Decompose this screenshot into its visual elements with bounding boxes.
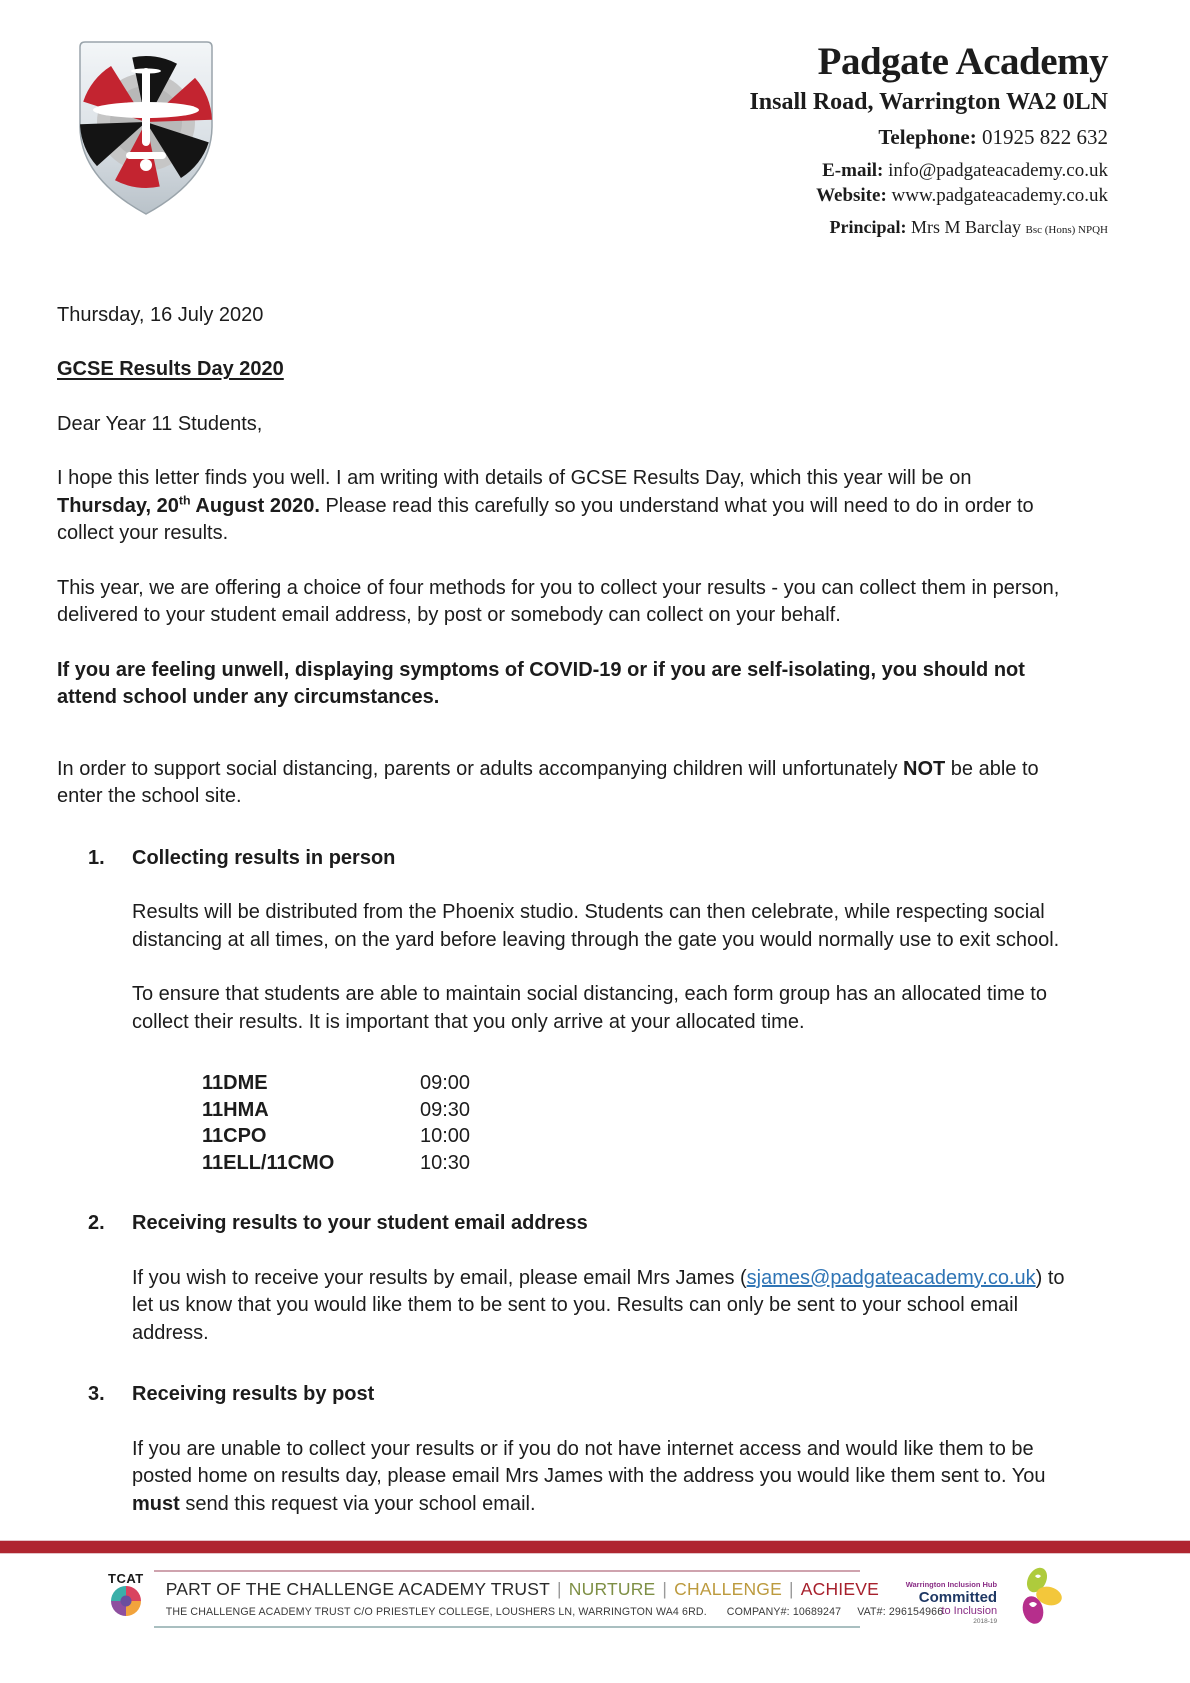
website-line bbox=[749, 185, 1108, 207]
footer-accent-bar bbox=[0, 1540, 1190, 1554]
vat-number: VAT#: 296154966 bbox=[857, 1606, 944, 1618]
company-number: COMPANY#: 10689247 bbox=[726, 1606, 842, 1618]
section-3-number: 3. bbox=[88, 1383, 105, 1406]
schedule-row bbox=[202, 1123, 1133, 1150]
email-value: info@padgateacademy.co.uk bbox=[888, 159, 1108, 181]
paragraph-intro: I hope this letter finds you well. I am writing with details of GCSE Results Day, which this year will be on Thursday, 20th August 2020. Please read this carefully so you understand what you will need to do in order to collect your results. bbox=[57, 467, 1034, 545]
principal-line bbox=[749, 217, 1108, 238]
trust-values-line: PART OF THE CHALLENGE ACADEMY TRUST | NURTURE | CHALLENGE | ACHIEVE bbox=[165, 1579, 879, 1599]
telephone-label: Telephone: bbox=[878, 124, 977, 149]
tcat-label: TCAT bbox=[108, 1571, 144, 1586]
form-group: 11HMA bbox=[202, 1098, 269, 1121]
principal-credentials: Bsc (Hons) NPQH bbox=[1025, 223, 1108, 236]
section-1-heading bbox=[57, 845, 1133, 873]
section-1-paragraph-2: To ensure that students are able to maintain social distancing, each form group has an allocated time to collect their results. It is important that you only arrive at your allocated time. bbox=[132, 983, 1047, 1033]
tcat-logo bbox=[108, 1572, 144, 1617]
trust-text-block bbox=[154, 1570, 944, 1628]
letterhead-contact-block bbox=[749, 38, 1108, 238]
trust-address: THE CHALLENGE ACADEMY TRUST C/O PRIESTLEY COLLEGE, LOUSHERS LN, WARRINGTON WA4 6RD. bbox=[165, 1606, 707, 1618]
letter-date: Thursday, 16 July 2020 bbox=[57, 303, 264, 326]
section-results-by-email bbox=[57, 1210, 1133, 1347]
section-3-paragraph: If you are unable to collect your results or if you do not have internet access and would like them to be posted home on results day, please email Mrs James with the address you would like them sent to. You must send this request via your school email. bbox=[132, 1437, 1046, 1515]
letterhead bbox=[0, 0, 1190, 238]
collection-time: 09:00 bbox=[420, 1072, 471, 1095]
section-1-title: Collecting results in person bbox=[132, 846, 396, 869]
section-2-heading bbox=[57, 1210, 1133, 1238]
form-group: 11ELL/11CMO bbox=[202, 1151, 335, 1174]
school-name: Padgate Academy bbox=[817, 40, 1108, 83]
inclusion-year: 2018-19 bbox=[973, 1617, 998, 1625]
email-label: E-mail: bbox=[822, 159, 884, 181]
value-achieve: ACHIEVE bbox=[800, 1579, 879, 1599]
inclusion-hub-title: Warrington Inclusion Hub bbox=[905, 1579, 998, 1589]
section-collect-in-person bbox=[57, 845, 1133, 1177]
section-1-number: 1. bbox=[88, 846, 105, 869]
inclusion-hub-logo bbox=[906, 1576, 1063, 1630]
tcat-circle-icon bbox=[110, 1585, 142, 1617]
form-group: 11CPO bbox=[202, 1125, 267, 1148]
value-nurture: NURTURE bbox=[568, 1579, 656, 1599]
trust-address-line bbox=[165, 1606, 944, 1618]
trust-name: PART OF THE CHALLENGE ACADEMY TRUST bbox=[165, 1579, 551, 1599]
letter-body bbox=[57, 302, 1133, 1519]
collection-time: 09:30 bbox=[420, 1098, 471, 1121]
section-2-paragraph: If you wish to receive your results by email, please email Mrs James (sjames@padgateacademy.co.uk) to let us know that you would like them to be sent to you. Results can only be sent to your school email address. bbox=[132, 1266, 1065, 1344]
section-2-title: Receiving results to your student email address bbox=[132, 1212, 588, 1235]
form-group: 11DME bbox=[202, 1072, 268, 1095]
inclusion-committed: Committed bbox=[918, 1589, 998, 1607]
collection-time: 10:00 bbox=[420, 1125, 471, 1148]
value-challenge: CHALLENGE bbox=[674, 1579, 782, 1599]
section-1-paragraph-1: Results will be distributed from the Phoenix studio. Students can then celebrate, while respecting social distancing at all times, on the yard before leaving through the gate you would normally use to exit school. bbox=[132, 901, 1060, 951]
website-label: Website: bbox=[816, 184, 887, 206]
inclusion-hands-icon bbox=[999, 1566, 1063, 1630]
shield-plane-icon bbox=[70, 38, 222, 218]
section-3-heading bbox=[57, 1381, 1133, 1409]
paragraph-methods: This year, we are offering a choice of four methods for you to collect your results - you can collect them in person, delivered to your student email address, by post or somebody can collect on your behalf. bbox=[57, 576, 1060, 627]
school-crest-logo bbox=[70, 38, 222, 218]
paragraph-covid-warning: If you are feeling unwell, displaying symptoms of COVID-19 or if you are self-isolating, you should not attend school under any circumstances. bbox=[57, 658, 1025, 709]
section-results-by-post bbox=[57, 1381, 1133, 1518]
collection-time: 10:30 bbox=[420, 1151, 471, 1174]
schedule-row bbox=[202, 1070, 1133, 1097]
website-value: www.padgateacademy.co.uk bbox=[891, 184, 1108, 206]
paragraph-social-distancing: In order to support social distancing, parents or adults accompanying children will unfortunately NOT be able to enter the school site. bbox=[57, 757, 1039, 808]
form-group-schedule bbox=[202, 1070, 1133, 1176]
section-3-title: Receiving results by post bbox=[132, 1383, 375, 1406]
mrs-james-email-link[interactable]: sjames@padgateacademy.co.uk bbox=[746, 1266, 1036, 1289]
trust-footer bbox=[108, 1570, 1063, 1630]
telephone-line bbox=[749, 125, 1108, 150]
telephone-number: 01925 822 632 bbox=[982, 124, 1108, 149]
letter-title: GCSE Results Day 2020 bbox=[57, 358, 284, 381]
schedule-row bbox=[202, 1097, 1133, 1124]
schedule-row bbox=[202, 1150, 1133, 1177]
results-day-date: Thursday, 20 bbox=[57, 494, 179, 517]
school-address: Insall Road, Warrington WA2 0LN bbox=[749, 88, 1108, 115]
principal-label: Principal: bbox=[829, 216, 907, 237]
salutation: Dear Year 11 Students, bbox=[57, 412, 263, 435]
section-2-number: 2. bbox=[88, 1212, 105, 1235]
principal-name: Mrs M Barclay bbox=[911, 216, 1021, 237]
inclusion-to-inclusion: to Inclusion bbox=[941, 1605, 998, 1618]
email-line bbox=[749, 160, 1108, 182]
